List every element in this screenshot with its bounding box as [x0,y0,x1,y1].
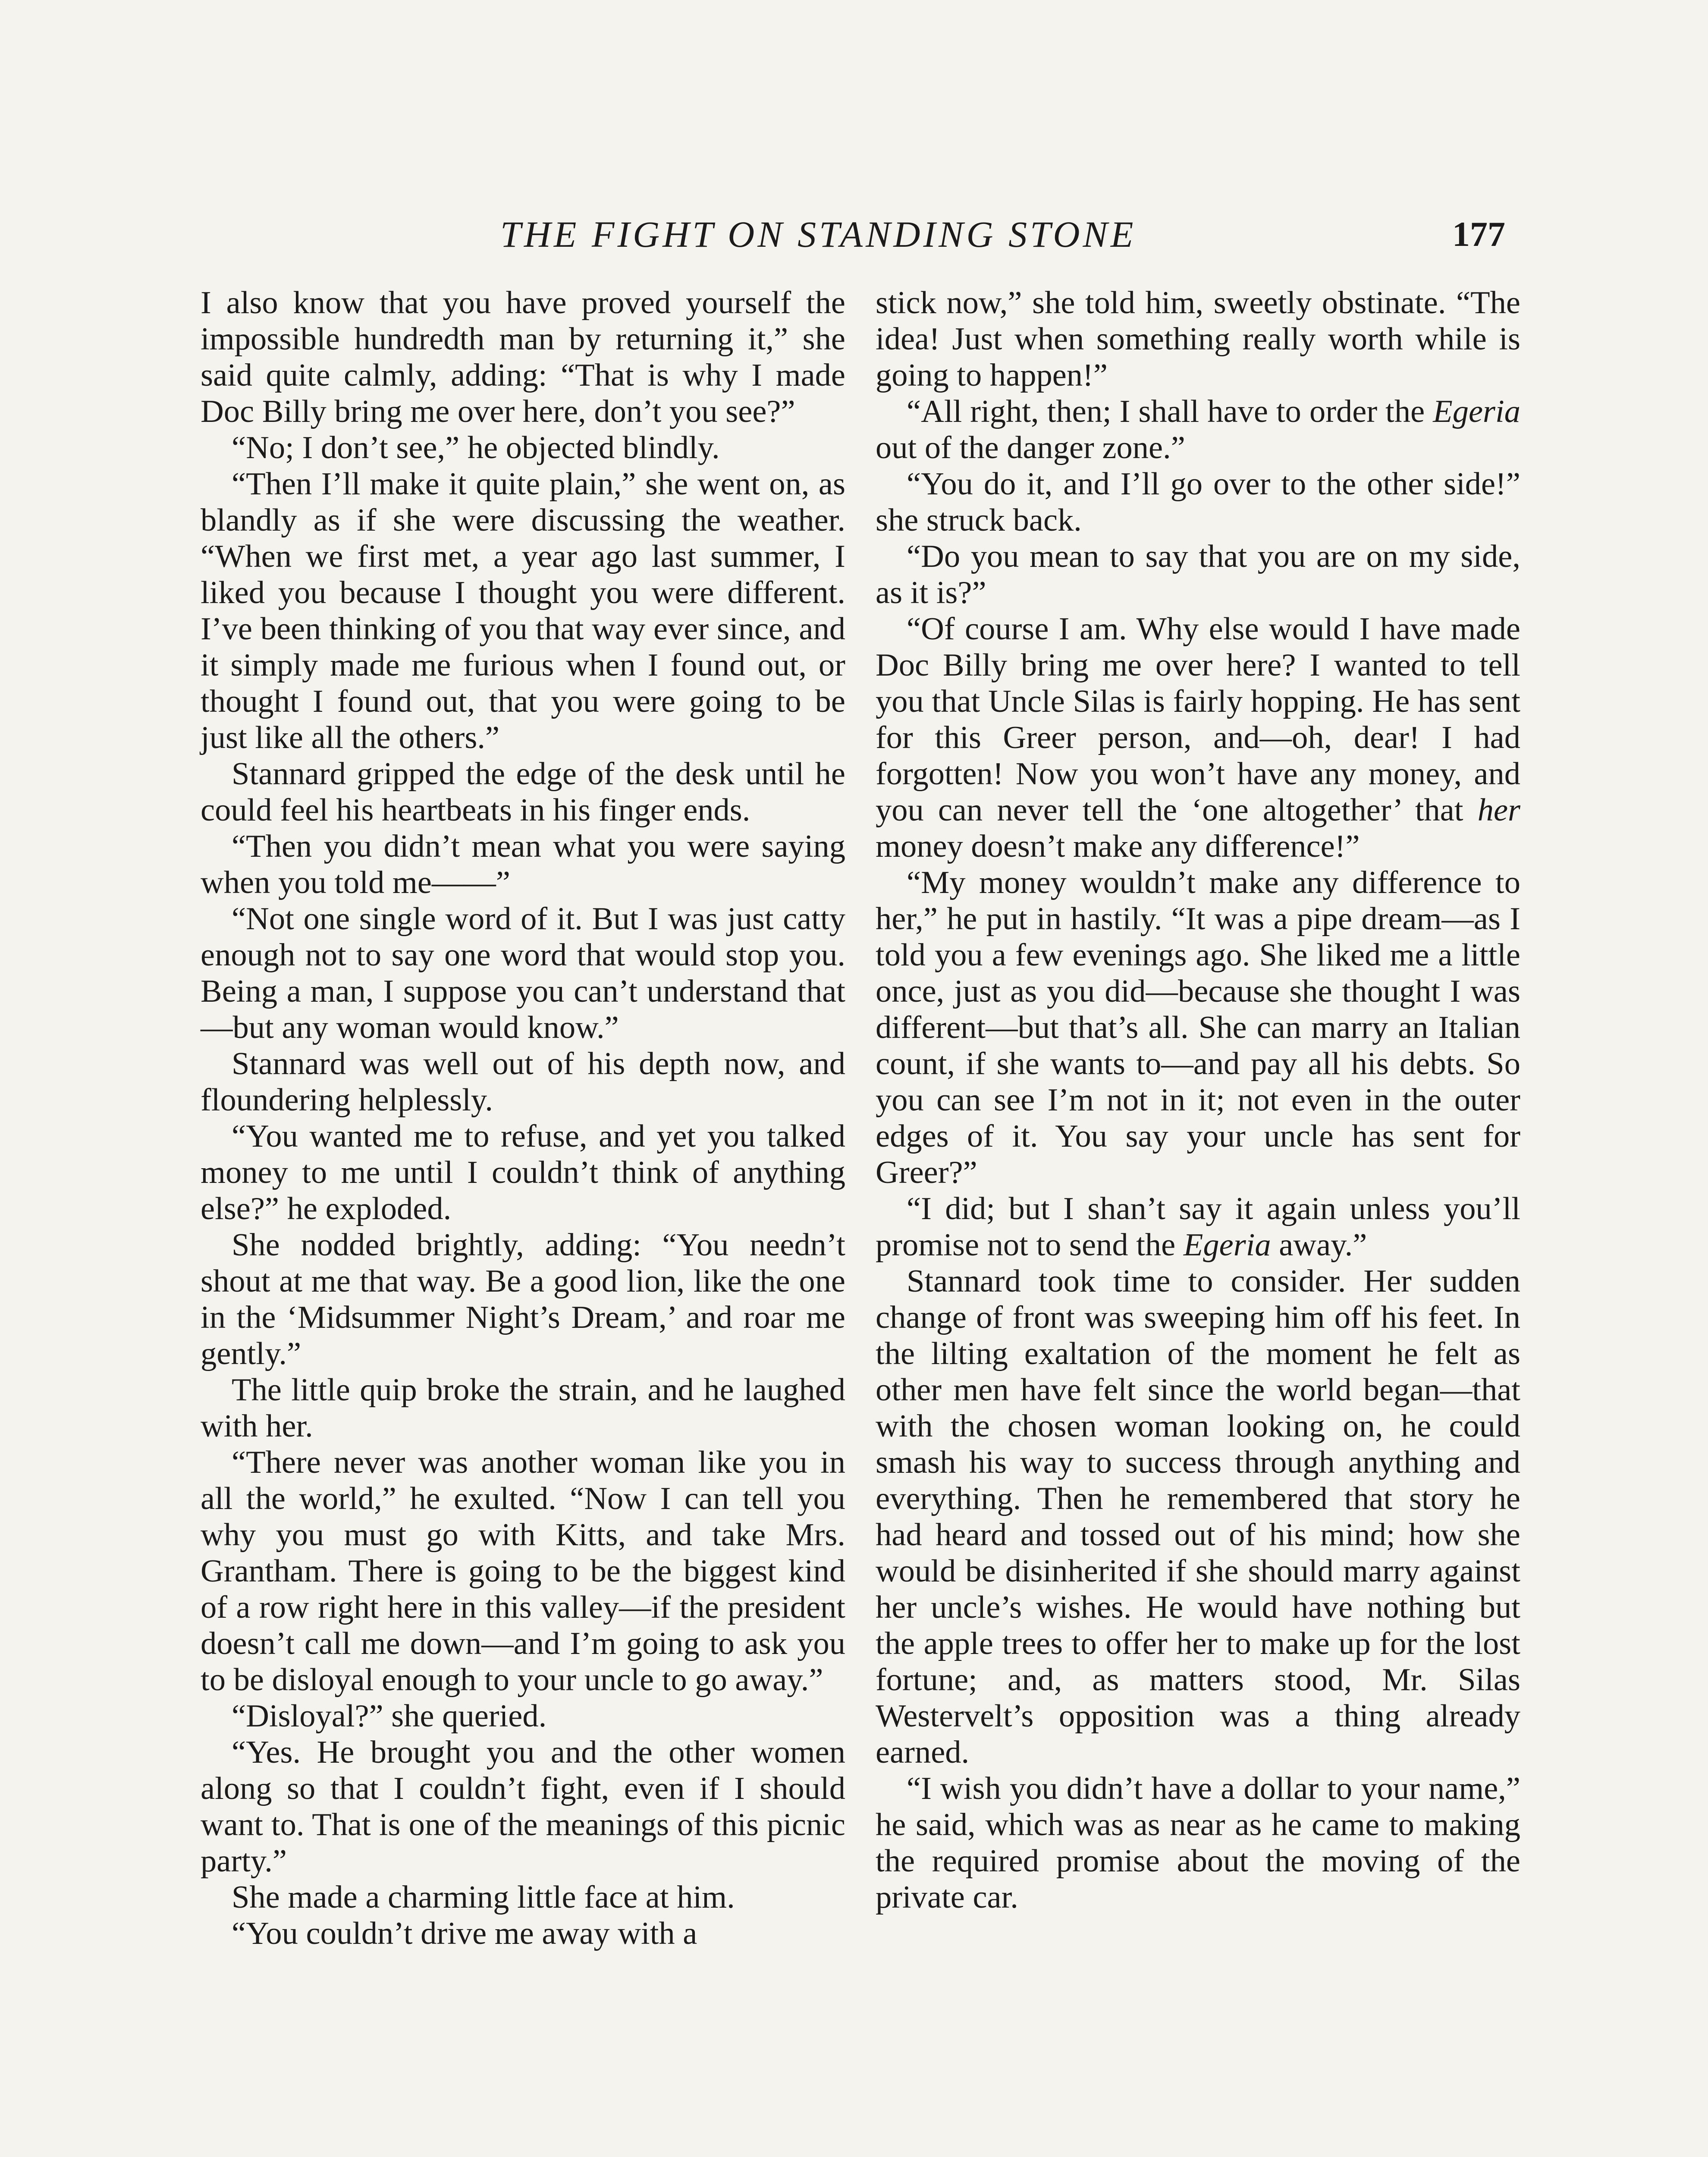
paragraph: “You couldn’t drive me away with a [232,1916,697,1951]
paragraph: “My money wouldn’t make any difference to her,” he put in hastily. “It was a pipe dream—as I told you a few evenings ago. She liked me a little once, just as you did—because she thought I was different—but that’s all. She can marry an Italian count, if she wants to—and pay all his debts. So you can see I’m not in it; not even in the outer edges of it. You say your uncle has sent for Greer?” [876,865,1520,1190]
paragraph: “I did; but I shan’t say it again unless you’ll promise not to send the Egeria away.” [876,1191,1520,1263]
paragraph: “There never was another woman like you in all the world,” he exulted. “Now I can tell you why you must go with Kitts, and take Mrs. Grantham. There is going to be the biggest kind of a row right here in this valley—if the president doesn’t call me down—and I’m going to ask you to be disloyal enough to your uncle to go away.” [201,1445,845,1698]
paragraph: “Not one single word of it. But I was just catty enough not to say one word that would stop you. Being a man, I suppose you can’t understand that—but any woman would know.” [201,901,845,1045]
paragraph: “You do it, and I’ll go over to the other side!” she struck back. [876,466,1520,538]
left-column [201,285,845,1952]
page-number: 177 [1452,214,1505,254]
paragraph: “Yes. He brought you and the other women along so that I couldn’t fight, even if I should want to. That is one of the meanings of this picnic party.” [201,1735,845,1879]
paragraph: Stannard gripped the edge of the desk until he could feel his heartbeats in his finger ends. [201,756,845,828]
running-title: THE FIGHT ON STANDING STONE [500,214,1137,255]
paragraph: “Then I’ll make it quite plain,” she went on, as blandly as if she were discussing the weather. “When we first met, a year ago last summer, I liked you because I thought you were different. I’ve been thinking of you that way ever since, and it simply made me furious when I found out, or thought I found out, that you were going to be just like all the others.” [201,466,845,755]
right-column [876,285,1520,1915]
paragraph: “Then you didn’t mean what you were saying when you told me——” [201,829,845,900]
paragraph: Stannard was well out of his depth now, and floundering helplessly. [201,1046,845,1118]
paragraph: “Of course I am. Why else would I have made Doc Billy bring me over here? I wanted to tell you that Uncle Silas is fairly hopping. He has sent for this Greer person, and—oh, dear! I had forgotten! Now you won’t have any money, and you can never tell the ‘one altogether’ that her money doesn’t make any difference!” [876,611,1520,864]
paragraph: Stannard took time to consider. Her sudden change of front was sweeping him off his feet. In the lilting exaltation of the moment he felt as other men have felt since the world began—that with the chosen woman looking on, he could smash his way to success through anything and everything. Then he remembered that story he had heard and tossed out of his mind; how she would be disinherited if she should marry against her uncle’s wishes. He would have nothing but the apple trees to offer her to make up for the lost fortune; and, as matters stood, Mr. Silas Westervelt’s opposition was a thing already earned. [876,1264,1520,1770]
paragraph: The little quip broke the strain, and he laughed with her. [201,1372,845,1444]
paragraph: “I wish you didn’t have a dollar to your name,” he said, which was as near as he came to making the required promise about the moving of the private car. [876,1771,1520,1915]
paragraph: I also know that you have proved yourself the impossible hundredth man by returning it,” she said quite calmly, adding: “That is why I made Doc Billy bring me over here, don’t you see?” [201,285,845,429]
paragraph: “You wanted me to refuse, and yet you talked money to me until I couldn’t think of anything else?” he exploded. [201,1119,845,1226]
paragraph: “All right, then; I shall have to order the Egeria out of the danger zone.” [876,394,1520,465]
paragraph: She made a charming little face at him. [232,1880,735,1915]
paragraph: stick now,” she told him, sweetly obstinate. “The idea! Just when something really worth while is going to happen!” [876,285,1520,393]
paragraph: “Do you mean to say that you are on my side, as it is?” [876,539,1520,610]
paragraph: “No; I don’t see,” he objected blindly. [232,430,720,465]
running-header [203,206,1505,262]
paragraph: She nodded brightly, adding: “You needn’t shout at me that way. Be a good lion, like the one in the ‘Midsummer Night’s Dream,’ and roar me gently.” [201,1227,845,1371]
paragraph: “Disloyal?” she queried. [232,1698,547,1734]
